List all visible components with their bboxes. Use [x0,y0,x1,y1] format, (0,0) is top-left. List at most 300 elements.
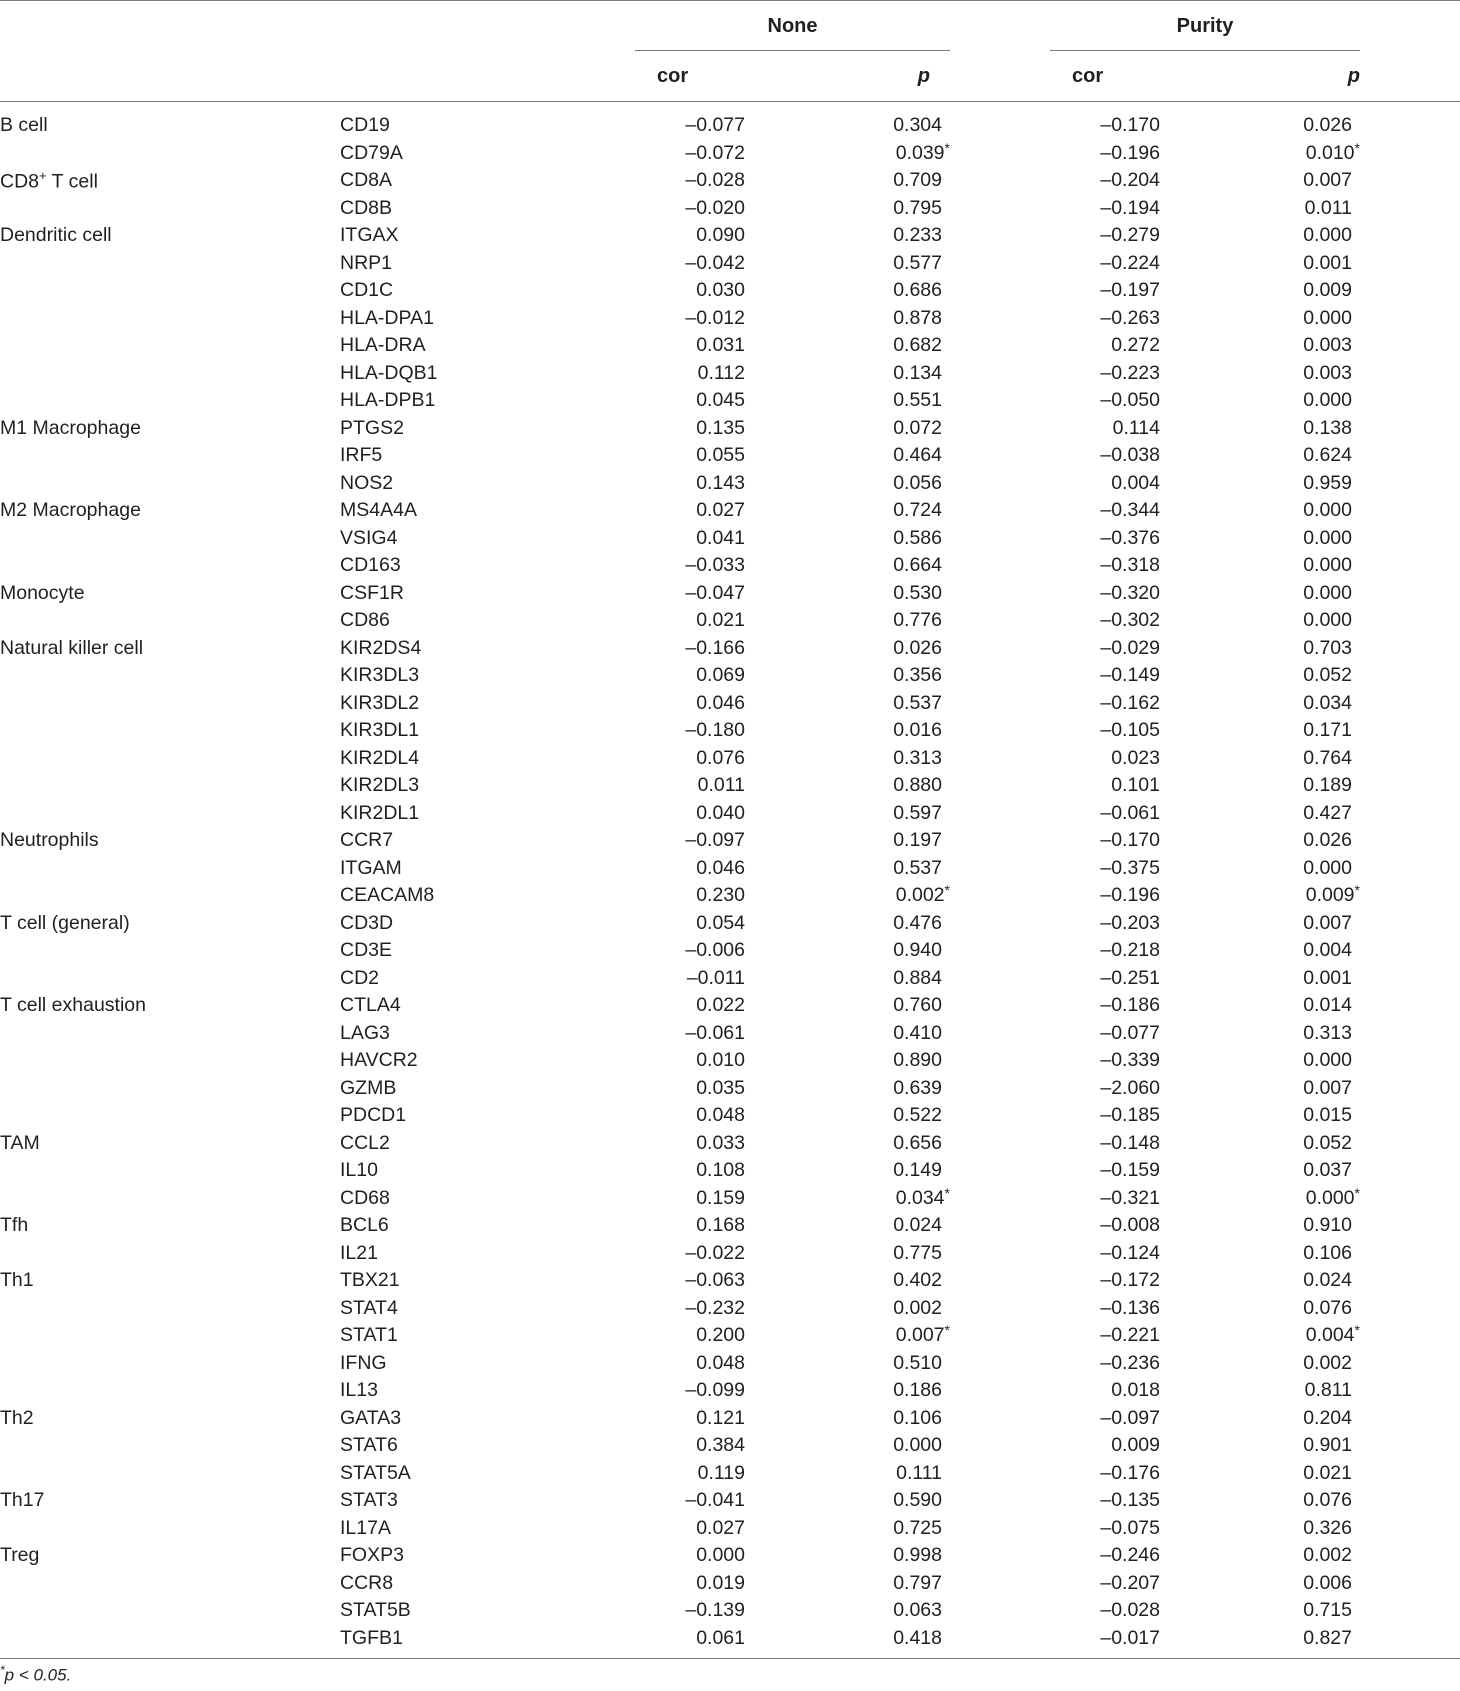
gene-marker-text: KIR2DS4 [340,636,422,659]
none-p [745,387,950,415]
table-row [0,855,1460,883]
cell-type-text: M1 Macrophage [0,416,141,439]
purity-cor-text: –0.375 [1100,856,1160,879]
purity-cor [1050,102,1160,140]
purity-p [1160,965,1360,993]
purity-cor [1050,580,1160,608]
table-row [0,965,1460,993]
significance-star: * [944,139,950,156]
none-cor [635,387,745,415]
none-p [745,1130,950,1158]
purity-cor [1050,1625,1160,1659]
gene-marker-text: STAT3 [340,1489,398,1512]
gene-marker [340,102,635,140]
none-cor [635,1185,745,1213]
none-p [745,717,950,745]
cell-type-text: CD8 [0,170,40,193]
cell-type [0,1267,340,1295]
none-cor-text: 0.048 [696,1351,745,1374]
table-row [0,552,1460,580]
none-cor [635,442,745,470]
cell-type-text: Th17 [0,1489,45,1512]
purity-cor-text: –0.148 [1100,1131,1160,1154]
cell-type-text: Tfh [0,1214,29,1237]
none-cor-text: –0.042 [685,251,745,274]
cell-type-text: TAM [0,1131,40,1154]
purity-cor-text: –0.038 [1100,444,1160,467]
purity-p [1160,580,1360,608]
cell-type [0,937,340,965]
purity-cor-text: –0.197 [1100,279,1160,302]
none-p-text: 0.725 [893,1516,942,1539]
cell-type-text: M2 Macrophage [0,499,141,522]
gene-marker-text: CD163 [340,554,401,577]
gene-marker [340,1185,635,1213]
cell-type [0,442,340,470]
none-p [745,1185,950,1213]
purity-cor-text: –0.196 [1100,141,1160,164]
purity-cor-text: –0.236 [1100,1351,1160,1374]
cell-type-text: Neutrophils [0,829,99,852]
gene-marker-text: GATA3 [340,1406,402,1429]
none-cor-text: 0.046 [696,691,745,714]
none-p [745,415,950,443]
none-p [745,992,950,1020]
none-cor [635,1432,745,1460]
purity-cor-text: –2.060 [1100,1076,1160,1099]
none-cor-text: 0.230 [696,884,745,907]
purity-cor-text: –0.302 [1100,609,1160,632]
none-p-text: 0.656 [893,1131,942,1154]
gene-marker-text: HLA-DQB1 [340,361,438,384]
table-row [0,1432,1460,1460]
gene-marker-text: STAT6 [340,1434,398,1457]
none-cor-text: 0.121 [696,1406,745,1429]
gene-marker-text: TBX21 [340,1269,400,1292]
cell-type-text: Dendritic cell [0,224,112,247]
purity-cor [1050,1240,1160,1268]
purity-cor-text: –0.223 [1100,361,1160,384]
none-p-text: 0.664 [893,554,942,577]
cell-type [0,250,340,278]
none-cor [635,525,745,553]
purity-cor [1050,1212,1160,1240]
gene-marker-text: IL17A [340,1516,391,1539]
none-cor [635,102,745,140]
gene-marker [340,277,635,305]
none-p [745,1240,950,1268]
purity-p [1160,1322,1360,1350]
purity-p-text: 0.901 [1303,1434,1352,1457]
none-p-text: 0.537 [893,691,942,714]
purity-p-text: 0.624 [1303,444,1352,467]
purity-cor [1050,800,1160,828]
none-cor-text: 0.031 [696,334,745,357]
purity-p [1160,662,1360,690]
cell-type [0,1432,340,1460]
table-row [0,305,1460,333]
purity-cor-text: –0.321 [1100,1186,1160,1209]
purity-cor [1050,1597,1160,1625]
table-body [0,102,1460,1659]
table-row [0,717,1460,745]
purity-cor [1050,1487,1160,1515]
table-row [0,992,1460,1020]
none-p [745,1102,950,1130]
purity-p-text: 0.000 [1303,499,1352,522]
none-cor [635,1075,745,1103]
gene-marker [340,387,635,415]
purity-cor-text: –0.050 [1100,389,1160,412]
none-p [745,827,950,855]
none-cor [635,1047,745,1075]
cell-type-superscript: + [39,168,47,183]
purity-cor-text: –0.318 [1100,554,1160,577]
purity-p-text: 0.026 [1303,829,1352,852]
none-cor [635,360,745,388]
purity-cor [1050,1075,1160,1103]
none-cor [635,1157,745,1185]
footnote [0,1663,71,1686]
purity-p [1160,827,1360,855]
significance-star: * [944,1322,950,1339]
purity-cor [1050,1102,1160,1130]
none-cor-text: 0.011 [697,774,745,797]
none-cor [635,552,745,580]
none-p-text: 0.002 [895,884,945,907]
purity-p [1160,1267,1360,1295]
table-row [0,102,1460,140]
none-p-text: 0.134 [893,361,942,384]
none-p-text: 0.940 [893,939,942,962]
purity-p [1160,102,1360,140]
purity-p [1160,690,1360,718]
purity-p-text: 0.000 [1303,526,1352,549]
footnote-text: p < 0.05. [4,1665,72,1685]
purity-p-text: 0.001 [1303,966,1352,989]
gene-marker [340,580,635,608]
cell-type [0,552,340,580]
group-header-row [0,1,1460,51]
purity-p [1160,800,1360,828]
cell-type [0,580,340,608]
gene-marker [340,1102,635,1130]
purity-p [1160,360,1360,388]
purity-cor [1050,250,1160,278]
cell-type [0,1377,340,1405]
none-p [745,470,950,498]
gene-marker [340,415,635,443]
none-cor [635,717,745,745]
none-cor [635,470,745,498]
purity-p-text: 0.764 [1303,746,1352,769]
purity-p [1160,470,1360,498]
none-cor [635,1020,745,1048]
purity-p [1160,140,1360,168]
purity-cor [1050,1267,1160,1295]
none-p [745,1212,950,1240]
purity-p [1160,387,1360,415]
none-p-text: 0.686 [893,279,942,302]
gene-marker-text: BCL6 [340,1214,389,1237]
significance-star: * [1354,1322,1360,1339]
none-p [745,222,950,250]
table-row [0,1157,1460,1185]
none-p [745,745,950,773]
gene-marker-text: NOS2 [340,471,394,494]
purity-p [1160,772,1360,800]
none-p [745,1487,950,1515]
gene-marker-text: HLA-DPB1 [340,389,436,412]
table-row [0,772,1460,800]
none-cor-text: 0.200 [696,1324,745,1347]
purity-p-text: 0.026 [1303,114,1352,137]
none-p-text: 0.880 [893,774,942,797]
table-row [0,1295,1460,1323]
cell-type [0,415,340,443]
purity-p-text: 0.715 [1303,1599,1352,1622]
table-row [0,250,1460,278]
significance-star: * [944,882,950,899]
purity-p [1160,882,1360,910]
gene-marker-text: ITGAX [340,224,399,247]
purity-p-text: 0.002 [1303,1351,1352,1374]
gene-marker-text: IRF5 [340,444,383,467]
none-p [745,772,950,800]
table-row [0,1047,1460,1075]
purity-cor-text: –0.136 [1100,1296,1160,1319]
purity-cor [1050,1460,1160,1488]
purity-p [1160,1212,1360,1240]
none-cor-text: 0.119 [697,1461,745,1484]
table-row [0,442,1460,470]
purity-p-text: 0.138 [1303,416,1352,439]
cell-type-text: B cell [0,114,48,137]
gene-marker-text: KIR3DL2 [340,691,420,714]
none-p-text: 0.682 [893,334,942,357]
significance-star: * [1354,882,1360,899]
none-cor-text: 0.030 [696,279,745,302]
purity-p-text: 0.004 [1303,939,1352,962]
none-cor-text: –0.011 [686,966,745,989]
table-row [0,690,1460,718]
gene-marker-text: FOXP3 [340,1544,404,1567]
none-p-text: 0.530 [893,581,942,604]
purity-p-text: 0.015 [1303,1104,1352,1127]
purity-p-text: 0.000 [1305,1186,1355,1209]
none-p-text: 0.304 [893,114,942,137]
none-p-text: 0.795 [893,196,942,219]
cell-type [0,1487,340,1515]
cell-type [0,1542,340,1570]
gene-marker [340,1515,635,1543]
purity-cor-text: –0.251 [1100,966,1160,989]
purity-p [1160,745,1360,773]
none-p [745,1570,950,1598]
none-p-text: 0.410 [893,1021,942,1044]
gene-marker [340,1240,635,1268]
purity-cor [1050,992,1160,1020]
gene-marker-text: CD3E [340,939,393,962]
none-cor [635,1130,745,1158]
none-p-text: 0.233 [893,224,942,247]
purity-cor-text: –0.203 [1100,911,1160,934]
none-p-header: p [745,51,950,102]
none-p [745,965,950,993]
purity-p-text: 0.171 [1303,719,1352,742]
none-p-text: 0.878 [893,306,942,329]
table-row [0,1267,1460,1295]
gene-marker [340,1460,635,1488]
group-none-rule [635,50,950,51]
cell-type-rest: T cell [46,170,98,193]
purity-p [1160,1240,1360,1268]
purity-cor-text: 0.114 [1112,416,1160,439]
purity-p [1160,552,1360,580]
gene-marker-text: GZMB [340,1076,397,1099]
table-row [0,1405,1460,1433]
cell-type [0,1570,340,1598]
gene-marker-text: HAVCR2 [340,1049,418,1072]
none-cor [635,1460,745,1488]
gene-marker [340,1487,635,1515]
none-p-text: 0.072 [893,416,942,439]
table-row [0,1487,1460,1515]
none-cor [635,497,745,525]
purity-p-text: 0.000 [1303,389,1352,412]
none-cor [635,635,745,663]
none-p [745,937,950,965]
none-cor [635,1515,745,1543]
cell-type-text: Monocyte [0,581,85,604]
cell-type [0,745,340,773]
none-cor [635,1405,745,1433]
none-cor [635,140,745,168]
gene-marker [340,1405,635,1433]
none-cor [635,580,745,608]
purity-cor [1050,1405,1160,1433]
table-row [0,1102,1460,1130]
cell-type [0,882,340,910]
purity-p-text: 0.076 [1303,1296,1352,1319]
none-cor [635,1570,745,1598]
none-cor [635,1102,745,1130]
footnote-star: * [0,1663,5,1677]
none-p-text: 0.056 [893,471,942,494]
gene-marker-text: CCR7 [340,829,394,852]
gene-marker-text: CD8B [340,196,393,219]
table-row [0,415,1460,443]
purity-cor-text: –0.224 [1100,251,1160,274]
none-cor-text: 0.159 [696,1186,745,1209]
purity-p-text: 0.007 [1303,1076,1352,1099]
none-p [745,910,950,938]
purity-p [1160,1542,1360,1570]
none-cor-text: –0.022 [685,1241,745,1264]
purity-cor [1050,745,1160,773]
none-p [745,882,950,910]
purity-cor-text: –0.008 [1100,1214,1160,1237]
purity-cor [1050,772,1160,800]
purity-p [1160,195,1360,223]
none-p [745,525,950,553]
gene-marker [340,195,635,223]
none-cor [635,1350,745,1378]
purity-cor-text: 0.018 [1111,1379,1160,1402]
purity-cor-text: –0.320 [1100,581,1160,604]
none-p [745,1460,950,1488]
purity-cor-text: –0.263 [1100,306,1160,329]
purity-cor [1050,387,1160,415]
table-row [0,1212,1460,1240]
purity-cor-text: –0.176 [1100,1461,1160,1484]
cell-type [0,1350,340,1378]
gene-marker [340,800,635,828]
table-row [0,662,1460,690]
gene-marker [340,552,635,580]
none-p [745,140,950,168]
cell-type [0,1075,340,1103]
purity-p [1160,1377,1360,1405]
table-row [0,827,1460,855]
none-p [745,1350,950,1378]
table-row [0,1597,1460,1625]
group-purity-label: Purity [1176,14,1234,37]
gene-marker [340,305,635,333]
none-cor [635,1597,745,1625]
gene-marker [340,717,635,745]
purity-p [1160,992,1360,1020]
purity-p-text: 0.204 [1303,1406,1352,1429]
purity-cor-text: –0.246 [1100,1544,1160,1567]
none-cor-text: –0.028 [685,169,745,192]
table-row [0,1185,1460,1213]
gene-marker-text: HLA-DRA [340,334,426,357]
none-cor-text: 0.021 [696,609,745,632]
purity-cor [1050,1570,1160,1598]
purity-cor [1050,277,1160,305]
none-cor-header: cor [635,51,745,102]
purity-p-text: 0.014 [1303,994,1352,1017]
none-cor [635,855,745,883]
purity-p [1160,167,1360,195]
table-row [0,1240,1460,1268]
none-cor-text: 0.055 [696,444,745,467]
none-cor [635,1487,745,1515]
purity-p-text: 0.811 [1304,1379,1352,1402]
gene-marker-text: CD79A [340,141,403,164]
purity-p [1160,910,1360,938]
purity-cor [1050,1432,1160,1460]
purity-p-text: 0.001 [1303,251,1352,274]
none-cor-text: –0.033 [685,554,745,577]
none-p [745,607,950,635]
none-p [745,1295,950,1323]
cell-type-text: Natural killer cell [0,636,144,659]
none-p-text: 0.890 [893,1049,942,1072]
cell-type-text: T cell exhaustion [0,994,146,1017]
purity-p-text: 0.010 [1305,141,1355,164]
cell-type [0,305,340,333]
none-p-text: 0.590 [893,1489,942,1512]
gene-marker-text: KIR2DL3 [340,774,420,797]
none-p-text: 0.537 [893,856,942,879]
none-cor-text: –0.180 [685,719,745,742]
cell-type [0,662,340,690]
purity-cor [1050,360,1160,388]
gene-marker-text: KIR2DL1 [340,801,420,824]
purity-cor-text: –0.196 [1100,884,1160,907]
